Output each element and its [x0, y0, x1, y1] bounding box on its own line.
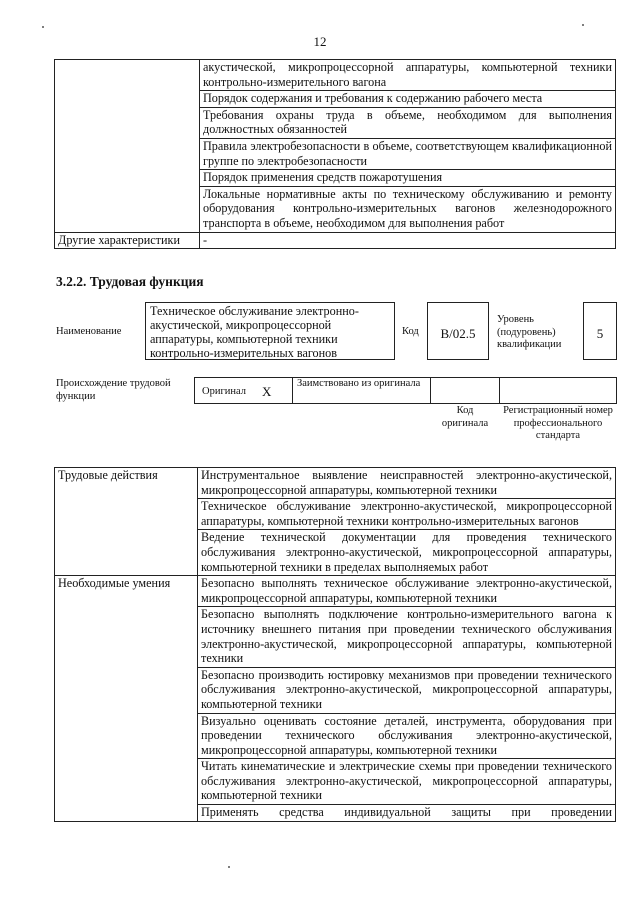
code-of-original-caption: Код оригинала — [441, 405, 489, 429]
origin-divider-3 — [499, 377, 500, 404]
borrowed-label: Заимствовано из оригинала — [297, 378, 421, 389]
origin-divider-2 — [430, 377, 431, 404]
labor-function-table — [54, 467, 616, 822]
name-label: Наименование — [56, 326, 122, 337]
empty-label-cell — [55, 60, 200, 233]
origin-label: Происхождение трудовой функции — [56, 378, 171, 402]
other-characteristics-label: Другие характеристики — [55, 232, 200, 249]
table-cell: Применять средства индивидуальной защиты при проведении — [198, 805, 616, 822]
table-cell: Порядок содержания и требования к содержанию рабочего места — [200, 91, 616, 108]
original-label: Оригинал — [202, 386, 246, 397]
page-number: 12 — [313, 34, 327, 49]
table-cell: Инструментальное выявление неисправностей электронно-акустической, микропроцессорной аппаратуры, компьютерной техники — [198, 468, 616, 499]
scan-dot — [582, 24, 584, 26]
scan-dot — [228, 866, 230, 868]
table-cell: Читать кинематические и электрические схемы при проведении технического обслуживания электронно-акустической, микропроцессорной аппаратуры, компьютерной техники — [198, 759, 616, 805]
code-label: Код — [402, 326, 419, 337]
table-cell: Безопасно выполнять техническое обслуживание электронно-акустической, микропроцессорной аппаратуры, компьютерной техники — [198, 576, 616, 607]
table-cell: Требования охраны труда в объеме, необходимом для выполнения должностных обязанностей — [200, 107, 616, 138]
section-title: 3.2.2. Трудовая функция — [56, 274, 204, 289]
knowledge-table-continued — [54, 59, 616, 249]
original-mark: X — [262, 384, 272, 399]
labor-actions-label: Трудовые действия — [55, 468, 198, 576]
table-cell: Визуально оценивать состояние деталей, инструмента, оборудования при проведении технического обслуживания электронно-акустической, микропроцессорной аппаратуры, компьютерной техники — [198, 713, 616, 759]
registration-number-caption: Регистрационный номер профессионального стандарта — [503, 405, 613, 441]
required-skills-label: Необходимые умения — [55, 576, 198, 822]
other-characteristics-value: - — [200, 232, 616, 249]
scan-dot — [42, 26, 44, 28]
origin-divider-1 — [292, 377, 293, 404]
level-value: 5 — [596, 326, 604, 341]
table-cell: Ведение технической документации для проведения технического обслуживания электронно-акустической, микропроцессорной аппаратуры, компьютерной техники в пределах выполняемых работ — [198, 530, 616, 576]
level-label: Уровень (подуровень) квалификации — [497, 314, 562, 350]
table-cell: Порядок применения средств пожаротушения — [200, 170, 616, 187]
table-cell: Техническое обслуживание электронно-акустической, микропроцессорной аппаратуры, компьютерной техники контрольно-измерительных вагонов — [198, 499, 616, 530]
table-cell: Локальные нормативные акты по техническому обслуживанию и ремонту оборудования контрольно-измерительных вагонов железнодорожного транспорта в объеме, необходимом для выполнения работ — [200, 186, 616, 232]
function-name-value: Техническое обслуживание электронно-акустической, микропроцессорной аппаратуры, компьютерной техники контрольно-измерительных вагонов — [150, 304, 359, 360]
table-cell: Безопасно производить юстировку механизмов при проведении технического обслуживания электронно-акустической, микропроцессорной аппаратуры, компьютерной техники — [198, 667, 616, 713]
table-cell: Правила электробезопасности в объеме, соответствующем квалификационной группе по электробезопасности — [200, 138, 616, 169]
table-cell: акустической, микропроцессорной аппаратуры, компьютерной техники контрольно-измерительного вагона — [200, 60, 616, 91]
code-value: B/02.5 — [440, 326, 476, 341]
table-cell: Безопасно выполнять подключение контрольно-измерительного вагона к источнику внешнего питания при проведении технического обслуживания электронно-акустической, микропроцессорной аппаратуры, компьютерной техники — [198, 607, 616, 667]
